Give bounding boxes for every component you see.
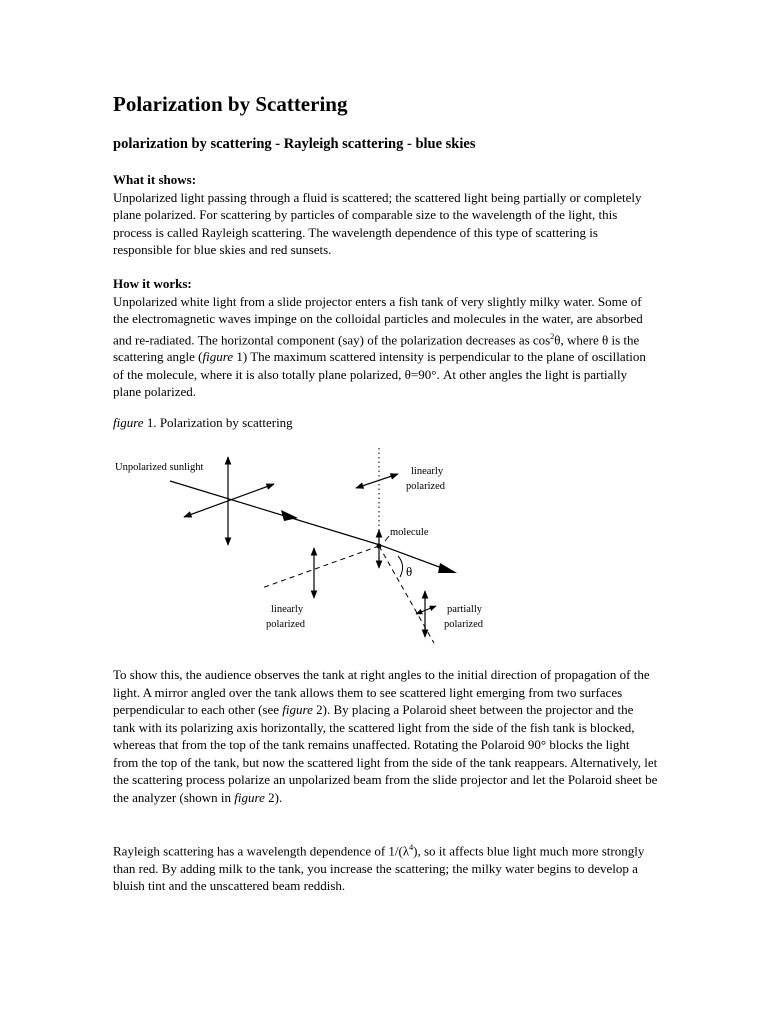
figure-caption-word: figure <box>113 415 144 430</box>
label-linearly-bottom-1: linearly <box>271 604 304 615</box>
top-linearly-polarized-arrow <box>356 474 398 488</box>
figure-reference: figure <box>234 789 265 805</box>
label-linearly-top-1: linearly <box>411 466 444 477</box>
figure-reference: figure <box>202 349 234 365</box>
outgoing-light-arrowhead <box>438 563 457 573</box>
label-molecule: molecule <box>390 527 429 538</box>
what-it-shows-body: Unpolarized light passing through a fluid is scattered; the scattered light being partially or completely plane polarized. For scattering by particles of comparable size to the wavelength of the light, this process is called Rayleigh scattering. The wavelength dependence of this type of scattering is responsible for blue skies and red sunsets. <box>113 189 642 257</box>
label-partially-1: partially <box>447 604 482 615</box>
page-subtitle: polarization by scattering - Rayleigh scattering - blue skies <box>113 136 476 152</box>
label-unpolarized-sunlight: Unpolarized sunlight <box>115 462 204 473</box>
how-it-works-text-1: Unpolarized white light from a slide projector enters a fish tank of very slightly milky water. Some of the electromagnetic waves impinge on the colloidal particles and molecules in the water, are absorbed and re-radiated. The horizontal component (say) of the polarization decreases as cos <box>113 293 643 347</box>
dashed-scattering-line <box>379 546 434 643</box>
label-linearly-top-2: polarized <box>406 481 446 492</box>
theta-arc <box>398 556 403 577</box>
how-it-works-text-2: θ, where θ is the scattering angle ( <box>113 331 640 365</box>
label-theta: θ <box>406 564 413 579</box>
paragraph-3-text-3: 2). <box>264 789 283 805</box>
what-it-shows-heading: What it shows: <box>113 172 197 187</box>
superscript-4: 4 <box>409 843 414 852</box>
label-partially-2: polarized <box>444 619 484 630</box>
dashed-line-lower-left <box>262 546 379 588</box>
paragraph-4-text-1: Rayleigh scattering has a wavelength dependence of 1/(λ <box>113 843 410 859</box>
partially-polarized-horizontal-arrow <box>416 606 436 614</box>
figure-reference: figure <box>282 702 313 717</box>
paragraph-3-text-1: To show this, the audience observes the tank at right angles to the initial direction of propagation of the light. A mirror angled over the tank allows them to see scattered light emerging from two surfaces perpendicular to each other (see <box>113 667 650 717</box>
incoming-light-ray <box>170 481 380 545</box>
how-it-works-heading: How it works: <box>113 276 192 291</box>
page-title: Polarization by Scattering <box>113 92 348 116</box>
figure-caption-text: 1. Polarization by scattering <box>143 415 293 430</box>
label-linearly-bottom-2: polarized <box>266 619 306 630</box>
superscript-2: 2 <box>550 331 555 341</box>
how-it-works-text-3: 1) The maximum scattered intensity is perpendicular to the plane of oscillation of the molecule, where it is also totally plane polarized, θ=90°. At other angles the light is partially plane polarized. <box>113 349 646 400</box>
paragraph-3-text-2: 2). By placing a Polaroid sheet between the projector and the tank with its polarizing axis horizontally, the scattered light from the side of the fish tank is blocked, whereas that from the top of the tank remains unaffected. Rotating the Polaroid 90° blocks the light from the top of the tank, but now the scattered light from the side of the tank reappears. Alternatively, let the scattering process polarize an unpolarized beam from the slide projector and let the Polaroid sheet be the analyzer (shown in <box>113 702 658 805</box>
molecule-pointer <box>385 536 389 541</box>
paragraph-4-text-2: ), so it affects blue light much more strongly than red. By adding milk to the tank, you increase the scattering; the milky water begins to develop a bluish tint and the unscattered beam reddish. <box>113 843 645 894</box>
